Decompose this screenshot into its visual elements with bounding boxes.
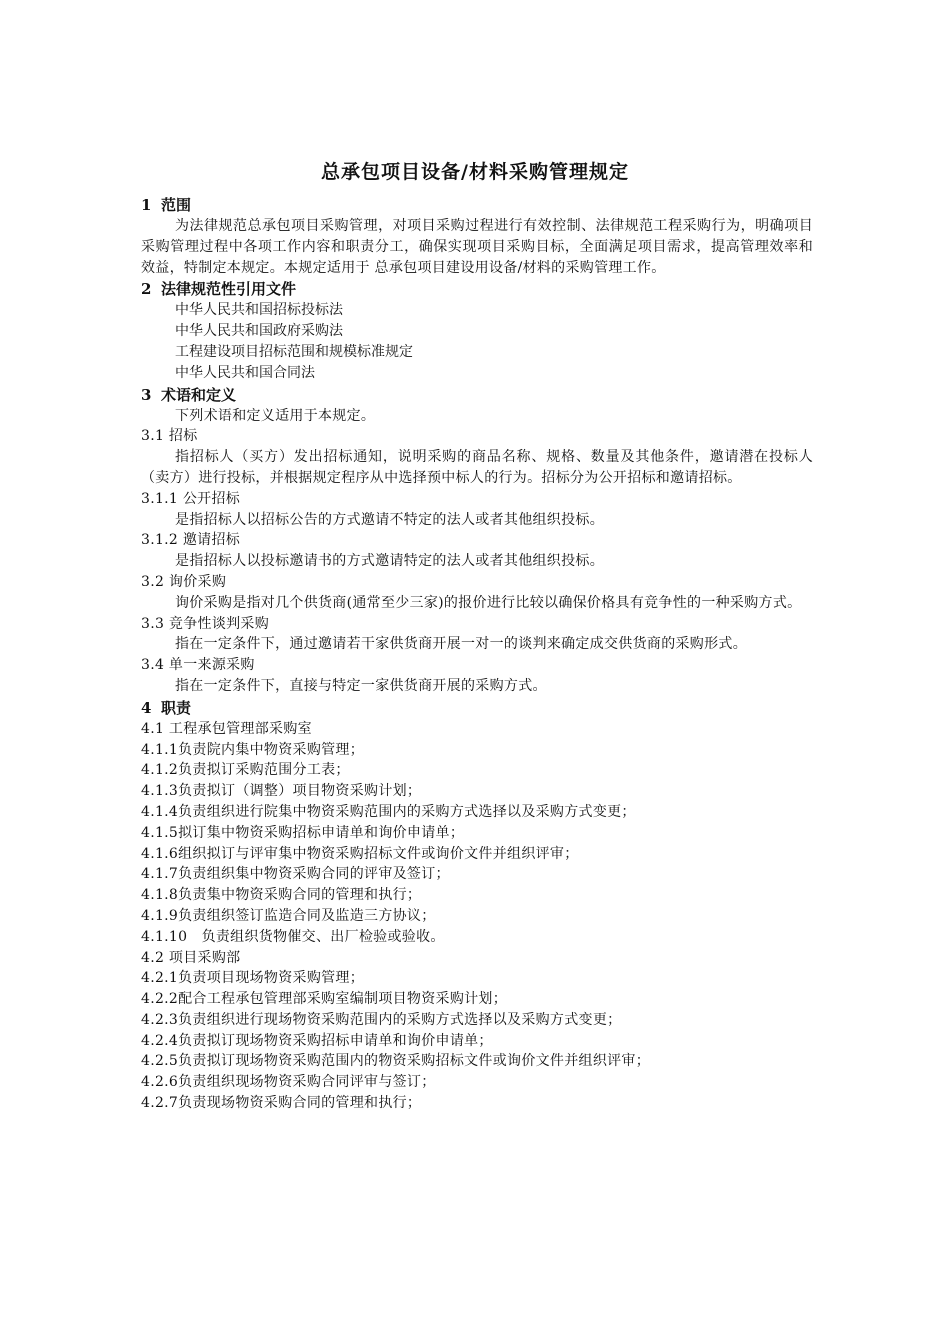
section-heading-terms bbox=[141, 384, 813, 406]
section-number: 4 bbox=[141, 698, 152, 717]
subsection-project-procurement: 4.2 项目采购部 bbox=[141, 949, 241, 966]
term-definition-negotiation: 指在一定条件下，通过邀请若干家供货商开展一对一的谈判来确定成交供货商的采购形式。 bbox=[175, 636, 747, 653]
list-item: 4.1.4负责组织进行院集中物资采购范围内的采购方式选择以及采购方式变更； bbox=[141, 803, 636, 820]
section-number: 3 bbox=[141, 385, 152, 404]
list-item: 4.2.6负责组织现场物资采购合同评审与签订； bbox=[141, 1074, 436, 1091]
term-heading-invited-tender: 3.1.2 邀请招标 bbox=[141, 532, 241, 549]
reference-item: 中华人民共和国政府采购法 bbox=[175, 323, 343, 340]
list-item: 4.1.7负责组织集中物资采购合同的评审及签订； bbox=[141, 866, 450, 883]
reference-item: 中华人民共和国招标投标法 bbox=[175, 302, 343, 319]
term-definition-tender: 指招标人（买方）发出招标通知，说明采购的商品名称、规格、数量及其他条件，邀请潜在投标人（卖方）进行投标，并根据规定程序从中选择预中标人的行为。招标分为公开招标和邀请招标。 bbox=[141, 449, 813, 486]
list-item: 4.1.10 负责组织货物催交、出厂检验或验收。 bbox=[141, 928, 445, 945]
list-item: 4.2.7负责现场物资采购合同的管理和执行； bbox=[141, 1095, 422, 1112]
document-body bbox=[141, 194, 813, 1114]
list-item: 4.1.6组织拟订与评审集中物资采购招标文件或询价文件并组织评审； bbox=[141, 845, 579, 862]
section-number: 2 bbox=[141, 280, 152, 299]
term-definition-inquiry: 询价采购是指对几个供货商(通常至少三家)的报价进行比较以确保价格具有竞争性的一种采购方式。 bbox=[175, 594, 802, 611]
term-definition-single-source: 指在一定条件下，直接与特定一家供货商开展的采购方式。 bbox=[175, 677, 547, 694]
reference-item: 工程建设项目招标范围和规模标准规定 bbox=[175, 343, 413, 360]
list-item: 4.1.9负责组织签订监造合同及监造三方协议； bbox=[141, 907, 436, 924]
list-item: 4.1.8负责集中物资采购合同的管理和执行； bbox=[141, 887, 422, 904]
list-item: 4.2.2配合工程承包管理部采购室编制项目物资采购计划； bbox=[141, 991, 508, 1008]
term-heading-single-source: 3.4 单一来源采购 bbox=[141, 657, 255, 674]
reference-item: 中华人民共和国合同法 bbox=[175, 364, 315, 381]
subsection-procurement-office: 4.1 工程承包管理部采购室 bbox=[141, 720, 312, 737]
list-item: 4.2.5负责拟订现场物资采购范围内的物资采购招标文件或询价文件并组织评审； bbox=[141, 1053, 651, 1070]
section-number: 1 bbox=[141, 196, 152, 214]
section-title: 法律规范性引用文件 bbox=[161, 280, 297, 299]
list-item: 4.1.1负责院内集中物资采购管理； bbox=[141, 741, 365, 758]
term-heading-negotiation: 3.3 竞争性谈判采购 bbox=[141, 615, 270, 632]
list-item: 4.1.2负责拟订采购范围分工表； bbox=[141, 762, 350, 779]
term-heading-inquiry: 3.2 询价采购 bbox=[141, 573, 227, 590]
term-heading-open-tender: 3.1.1 公开招标 bbox=[141, 490, 241, 507]
section-heading-references bbox=[141, 278, 813, 300]
section-title: 范围 bbox=[161, 196, 192, 214]
term-definition-open-tender: 是指招标人以招标公告的方式邀请不特定的法人或者其他组织投标。 bbox=[175, 511, 604, 528]
scope-paragraph: 为法律规范总承包项目采购管理，对项目采购过程进行有效控制、法律规范工程采购行为，明确项目采购管理过程中各项工作内容和职责分工，确保实现项目采购目标，全面满足项目需求，提高管理效率和效益，特制定本规定。本规定适用于 总承包项目建设用设备/材料的采购管理工作。 bbox=[141, 218, 813, 276]
section-heading-scope bbox=[141, 194, 813, 216]
section-title: 职责 bbox=[161, 698, 192, 717]
list-item: 4.2.1负责项目现场物资采购管理； bbox=[141, 970, 365, 987]
list-item: 4.2.4负责拟订现场物资采购招标申请单和询价申请单； bbox=[141, 1032, 493, 1049]
term-definition-invited-tender: 是指招标人以投标邀请书的方式邀请特定的法人或者其他组织投标。 bbox=[175, 553, 604, 570]
document-title: 总承包项目设备/材料采购管理规定 bbox=[321, 161, 629, 183]
list-item: 4.1.3负责拟订（调整）项目物资采购计划； bbox=[141, 783, 422, 800]
list-item: 4.1.5拟订集中物资采购招标申请单和询价申请单； bbox=[141, 824, 465, 841]
list-item: 4.2.3负责组织进行现场物资采购范围内的采购方式选择以及采购方式变更； bbox=[141, 1011, 622, 1028]
terms-intro: 下列术语和定义适用于本规定。 bbox=[175, 407, 376, 424]
section-title: 术语和定义 bbox=[161, 385, 237, 404]
term-heading-tender: 3.1 招标 bbox=[141, 428, 198, 445]
section-heading-responsibilities bbox=[141, 697, 813, 719]
